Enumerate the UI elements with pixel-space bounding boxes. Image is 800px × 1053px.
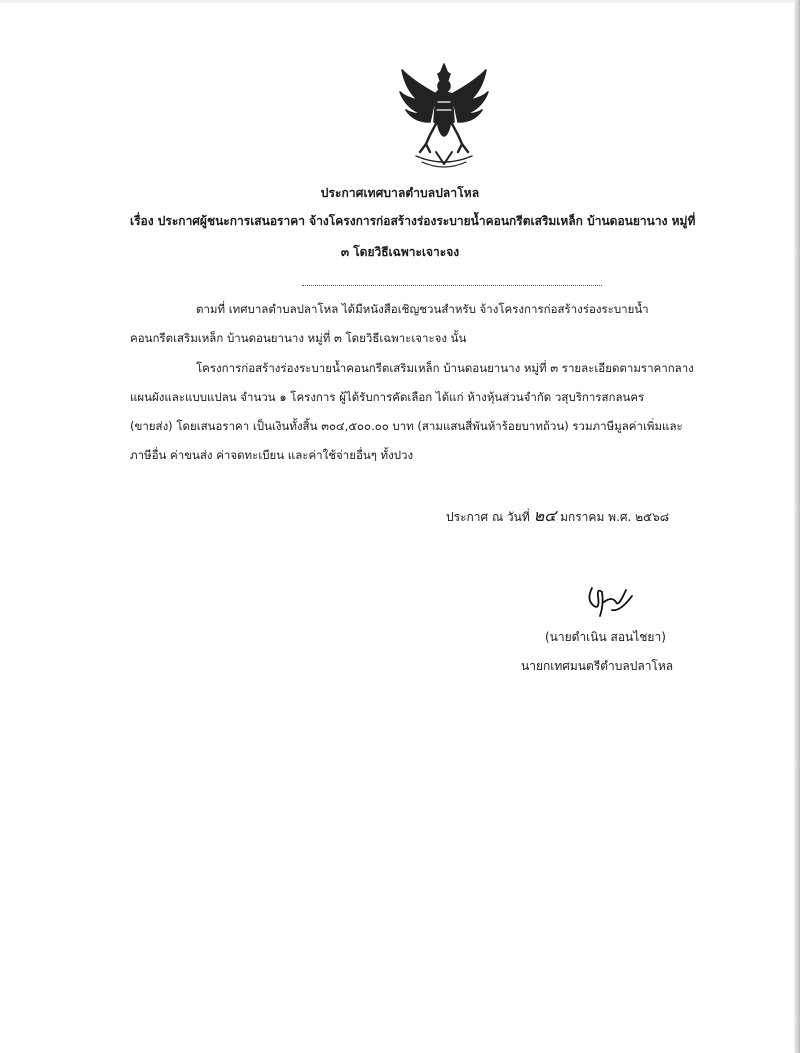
signer-position: นายกเทศมนตรีตำบลปลาโหล	[521, 659, 674, 673]
announce-prefix: ประกาศ ณ วันที่	[446, 510, 530, 524]
announcement-date	[446, 504, 669, 529]
signer-name: (นายดำเนิน สอนไชยา)	[545, 630, 666, 644]
subject-line-1: เรื่อง ประกาศผู้ชนะการเสนอราคา จ้างโครงการก่อสร้างร่องระบายน้ำคอนกรีตเสริมเหล็ก บ้านดอนยานาง หมู่ที่	[130, 214, 696, 228]
subject-line-2: ๓ โดยวิธีเฉพาะเจาะจง	[340, 245, 460, 259]
paragraph-2-line-2: แผนผังและแบบแปลน จำนวน ๑ โครงการ ผู้ได้รับการคัดเลือก ได้แก่ ห้างหุ้นส่วนจำกัด วสุบริการสกลนคร	[130, 390, 645, 404]
paragraph-1-line-1: ตามที่ เทศบาลตำบลปลาโหล ได้มีหนังสือเชิญชวนสำหรับ จ้างโครงการก่อสร้างร่องระบายน้ำ	[196, 302, 649, 316]
announce-suffix: มกราคม พ.ศ. ๒๕๖๘	[560, 510, 670, 524]
signature-icon	[582, 582, 638, 622]
paragraph-1-line-2: คอนกรีตเสริมเหล็ก บ้านดอนยานาง หมู่ที่ ๓ โดยวิธีเฉพาะเจาะจง นั้น	[130, 331, 467, 345]
announce-day-handwritten: ๒๔	[533, 506, 557, 525]
page-right-edge	[794, 0, 800, 1053]
paragraph-2-line-1: โครงการก่อสร้างร่องระบายน้ำคอนกรีตเสริมเหล็ก บ้านดอนยานาง หมู่ที่ ๓ รายละเอียดตามราคากลาง	[196, 361, 694, 375]
paragraph-2-line-4: ภาษีอื่น ค่าขนส่ง ค่าจดทะเบียน และค่าใช้จ่ายอื่นๆ ทั้งปวง	[130, 448, 414, 462]
divider-line	[302, 285, 602, 286]
paragraph-2-line-3: (ขายส่ง) โดยเสนอราคา เป็นเงินทั้งสิ้น ๓๐๔,๕๐๐.๐๐ บาท (สามแสนสี่พันห้าร้อยบาทถ้วน) รวมภาษีมูลค่าเพิ่มและ	[130, 419, 683, 433]
document-title: ประกาศเทศบาลตำบลปลาโหล	[320, 186, 480, 200]
page-top-edge	[0, 0, 800, 3]
garuda-emblem-icon	[396, 60, 492, 172]
